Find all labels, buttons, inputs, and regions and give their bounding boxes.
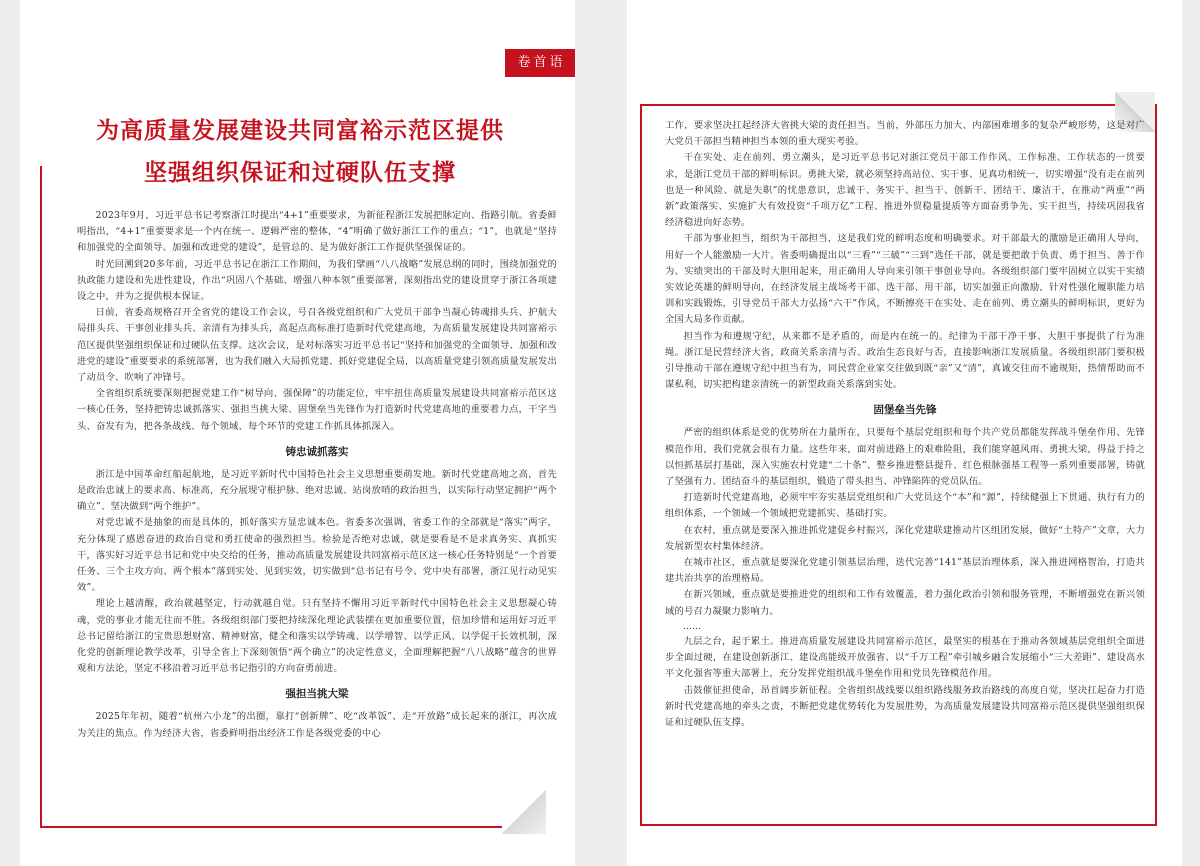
paragraph: 日前，省委高规格召开全省党的建设工作会议，号召各级党组织和广大党员干部争当凝心铸魂排头兵、护航大局排头兵、干事创业排头兵、亲清有为排头兵，高起点高标准打造新时代党建高地，为高质量发展建设共同富裕示范区提供坚强组织保证和过硬队伍支撑。这次会议，是对标落实习近平总书记“坚持和加强党的全面领导、加强和改进党的建设”重要要求的系统部署，也为我们融入大局抓党建、抓好党建促全局，以高质量党建引领高质量发展发出了动员令、吹响了冲锋号。 [77, 307, 557, 384]
paragraph: 在农村，重点就是要深入推进抓党建促乡村振兴，深化党建联建推动片区组团发展，做好“土特产”文章，大力发展新型农村集体经济。 [665, 524, 1145, 552]
page-fold-corner [502, 790, 546, 834]
right-body-text [665, 118, 1145, 731]
paragraph: 对党忠诚不是抽象的而是具体的，抓好落实方显忠诚本色。省委多次强调，省委工作的全部就是“落实”两字，充分体现了感恩奋进的政治自觉和勇扛使命的强烈担当。检验是否绝对忠诚，就是要看是不是求真务实、真抓实干，落实好习近平总书记和党中央交给的任务，推动高质量发展建设共同富裕示范区这一核心任务特别是“一个首要任务、三个主攻方向、两个根本”落到实处、见到实效，切实做到“总书记有号令、党中央有部署，浙江见行动见实效”。 [77, 517, 557, 594]
title-line-2: 坚强组织保证和过硬队伍支撑 [144, 160, 456, 186]
paragraph: 担当作为和遵规守纪，从来都不是矛盾的，而是内在统一的。纪律为干部干净干事、大胆干事提供了行为准绳。浙江是民营经济大省，政商关系亲清与否、政治生态良好与否，直接影响浙江发展质量。各级组织部门要积极引导推动干部在遵规守纪中担当有为，同民营企业家交往做到既“亲”又“清”，真诚交往而不逾规矩，热情帮助而不谋私利，切实把构建亲清统一的新型政商关系落到实处。 [665, 330, 1145, 391]
paragraph: 2025年年初，随着“杭州六小龙”的出圈，靠打“创新牌”、吃“改革饭”、走“开放路”成长起来的浙江，再次成为关注的焦点。作为经济大省，省委鲜明指出经济工作是各级党委的中心 [77, 711, 557, 739]
section-heading: 铸忠诚抓落实 [285, 445, 349, 458]
paragraph: 干在实处、走在前列、勇立潮头，是习近平总书记对浙江党员干部工作作风、工作标准、工作状态的一贯要求，是浙江党员干部的鲜明标识。勇挑大梁，就必须坚持高站位、实干事、见真功相统一，切实增强“没有走在前列也是一种风险、就是失职”的忧患意识，忠诚干、务实干、担当干、创新干、团结干、廉洁干，在推动“两重”“两新”政策落实、实施扩大有效投资“千项万亿”工程、推进外贸稳量提质等方面奋勇争先、实干担当，持续巩固我省经济稳进向好态势。 [665, 152, 1145, 229]
paragraph: 在新兴领域，重点就是要推进党的组织和工作有效覆盖，着力强化政治引领和服务管理，不断增强党在新兴领域的号召力凝聚力影响力。 [665, 589, 1145, 617]
red-frame-top [640, 104, 1127, 106]
paragraph: 在城市社区，重点就是要深化党建引领基层治理，迭代完善“141”基层治理体系，深入推进网格智治，打造共建共治共享的治理格局。 [665, 557, 1145, 585]
section-badge: 卷首语 [505, 49, 575, 77]
paragraph: 2023年9月，习近平总书记考察浙江时提出“4+1”重要要求，为新征程浙江发展把脉定向、指路引航。省委鲜明指出，“4+1”重要要求是一个内在统一、逻辑严密的整体，“4”明确了做好浙江工作的重点；“1”，也就是“坚持和加强党的全面领导、加强和改进党的建设”，是管总的、是为做好浙江工作提供坚强保证的。 [77, 210, 557, 254]
paragraph: 九层之台，起于累土。推进高质量发展建设共同富裕示范区，最坚实的根基在于推动各领域基层党组织全面进步全面过硬，在建设创新浙江、建设高能级开放强省、以“千万工程”牵引城乡融合发展缩小“三大差距”、建设高水平文化强省等重大部署上，充分发挥党组织战斗堡垒作用和党员先锋模范作用。 [665, 635, 1145, 680]
paragraph: 全省组织系统要深刻把握党建工作“树导向、强保障”的功能定位，牢牢扭住高质量发展建设共同富裕示范区这一核心任务，坚持把铸忠诚抓落实、强担当挑大梁、固堡垒当先锋作为打造新时代党建高地的重要着力点，干字当头、奋发有为，把各条战线、每个领域、每个环节的党建工作抓具体抓深入。 [77, 388, 557, 432]
section-heading: 固堡垒当先锋 [873, 404, 937, 417]
ellipsis: …… [683, 621, 701, 632]
paragraph: 理论上越清醒，政治就越坚定，行动就越自觉。只有坚持不懈用习近平新时代中国特色社会主义思想凝心铸魂，党的事业才能无往而不胜。各级组织部门要把持续深化理论武装摆在更加重要位置，倍加珍惜和运用好习近平总书记留给浙江的宝贵思想财富、精神财富，健全和落实以学铸魂、以学增智、以学正风、以学促干长效机制，深化党的创新理论教学改革，引导全省上下深刻领悟“两个确立”的决定性意义，全面理解把握“八八战略”蕴含的世界观和方法论，坚定不移沿着习近平总书记指引的方向奋勇前进。 [77, 598, 557, 675]
paragraph: 击鼓催征担使命，昂首阔步新征程。全省组织战线要以组织路线服务政治路线的高度自觉，坚决扛起奋力打造新时代党建高地的牵头之责，不断把党建优势转化为发展胜势，为高质量发展建设共同富裕示范区提供坚强组织保证和过硬队伍支撑。 [665, 684, 1145, 728]
paragraph: 工作，要求坚决扛起经济大省挑大梁的责任担当。当前，外部压力加大、内部困难增多的复杂严峻形势，这是对广大党员干部担当精神担当本领的重大现实考验。 [665, 120, 1145, 148]
title-line-1: 为高质量发展建设共同富裕示范区提供 [96, 118, 504, 144]
left-body-text [77, 208, 557, 742]
left-page [20, 0, 575, 866]
paragraph: 干部为事业担当，组织为干部担当，这是我们党的鲜明态度和明确要求。对干部最大的激励是正确用人导向，用好一个人能激励一大片。省委明确提出以“三看”“三破”“三到”选任干部，就是要把敢于负责、勇于担当、善于作为、实绩突出的干部及时大胆用起来，用正确用人导向来引领干事创业导向。各级组织部门要牢固树立以实干实绩实效论英雄的鲜明导向，在经济发展主战场考干部、选干部、用干部，切实加强正向激励，针对性强化履职能力培训和实践锻炼，引导党员干部大力弘扬“六干”作风，不断擦亮干在实处、走在前列、勇立潮头的鲜明标识，更好为全国大局多作贡献。 [665, 233, 1145, 326]
section-heading: 强担当挑大梁 [285, 688, 349, 701]
paragraph: 打造新时代党建高地，必须牢牢夯实基层党组织和广大党员这个“本”和“源”，持续健强上下贯通、执行有力的组织体系，一个领域一个领域把党建抓实、基础打实。 [665, 492, 1145, 520]
paragraph: 浙江是中国革命红船起航地，是习近平新时代中国特色社会主义思想重要萌发地。新时代党建高地之高，首先是政治忠诚上的要求高、标准高，充分展现守根护脉、绝对忠诚、站岗放哨的政治担当，以实际行动坚定拥护“两个确立”、坚决做到“两个维护”。 [77, 468, 557, 513]
right-page [627, 0, 1182, 866]
paragraph: 严密的组织体系是党的优势所在力量所在，只要每个基层党组织和每个共产党员都能发挥战斗堡垒作用、先锋模范作用，我们党就会很有力量。这些年来，面对前进路上的艰难险阻，我们能穿越风雨、勇挑大梁，得益于持之以恒抓基层打基础，深入实施农村党建“二十条”、整乡推进整县提升、红色根脉强基工程等一系列重要部署，铸就了坚强有力、团结奋斗的基层组织，锻造了带头担当、冲锋陷阵的党员队伍。 [665, 427, 1145, 488]
paragraph: 时光回溯到20多年前，习近平总书记在浙江工作期间，为我们擘画“八八战略”发展总纲的同时，围绕加强党的执政能力建设和先进性建设，作出“巩固八个基础、增强八种本领”重要部署，深刻指出党的建设贯穿于浙江各项建设之中，并为之提供根本保证。 [77, 258, 557, 303]
